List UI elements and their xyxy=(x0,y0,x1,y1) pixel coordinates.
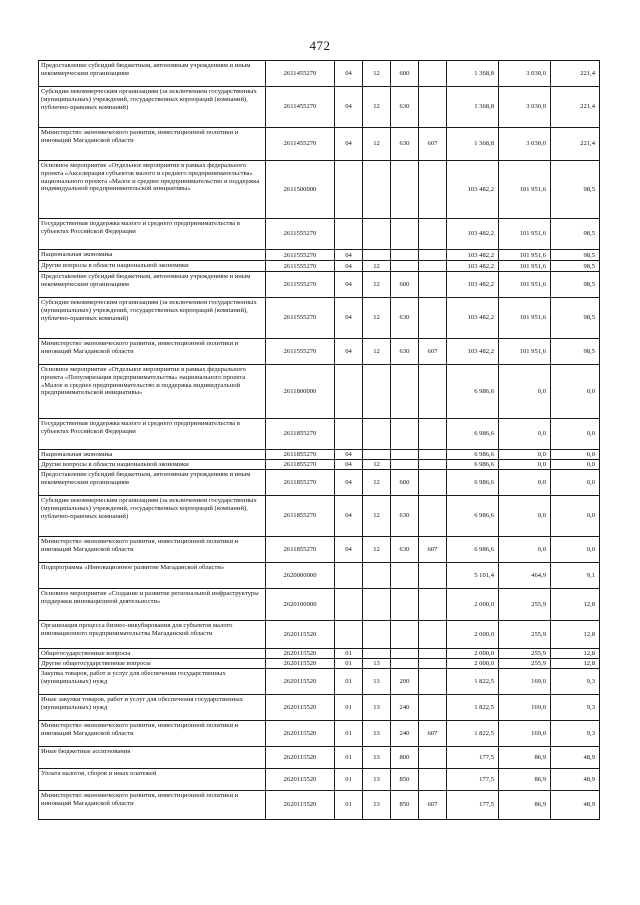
row-name: Иные бюджетные ассигнования xyxy=(39,747,266,769)
row-ministry-code xyxy=(419,695,447,721)
row-section: 04 xyxy=(335,128,363,161)
table-row xyxy=(39,298,600,339)
row-code: 2611455270 xyxy=(266,128,335,161)
row-planned-amount: 103 482,2 xyxy=(447,161,499,219)
row-executed-amount: 101 951,6 xyxy=(499,339,551,365)
row-code: 2611555270 xyxy=(266,272,335,298)
table-row xyxy=(39,747,600,769)
row-ministry-code: 607 xyxy=(419,791,447,820)
row-name: Государственная поддержка малого и среднего предпринимательства в субъектах Российской Федерации xyxy=(39,419,266,450)
table-row xyxy=(39,721,600,747)
table-row xyxy=(39,695,600,721)
row-section: 04 xyxy=(335,298,363,339)
row-name: Иные закупки товаров, работ и услуг для обеспечения государственных (муниципальных) нужд xyxy=(39,695,266,721)
row-name: Другие вопросы в области национальной экономики xyxy=(39,460,266,470)
row-section: 04 xyxy=(335,496,363,537)
row-executed-amount: 101 951,6 xyxy=(499,219,551,250)
row-planned-amount: 1 822,5 xyxy=(447,695,499,721)
row-execution-percent: 12,8 xyxy=(551,659,600,669)
row-name: Национальная экономика xyxy=(39,250,266,261)
row-code: 2611555270 xyxy=(266,219,335,250)
row-execution-percent: 221,4 xyxy=(551,61,600,87)
row-ministry-code xyxy=(419,250,447,261)
row-executed-amount: 101 951,6 xyxy=(499,250,551,261)
row-executed-amount: 0,0 xyxy=(499,450,551,460)
row-expense-type: 630 xyxy=(391,496,419,537)
row-execution-percent: 98,5 xyxy=(551,161,600,219)
row-code: 2620115520 xyxy=(266,769,335,791)
row-execution-percent: 9,3 xyxy=(551,721,600,747)
row-planned-amount: 177,5 xyxy=(447,747,499,769)
table-row xyxy=(39,87,600,128)
row-subsection: 12 xyxy=(363,272,391,298)
row-subsection: 13 xyxy=(363,791,391,820)
row-expense-type xyxy=(391,659,419,669)
row-name: Предоставление субсидий бюджетным, автономным учреждениям и иным некоммерческим организациям xyxy=(39,61,266,87)
row-executed-amount: 3 030,0 xyxy=(499,128,551,161)
row-section xyxy=(335,161,363,219)
row-executed-amount: 169,0 xyxy=(499,669,551,695)
budget-table xyxy=(38,60,600,820)
row-planned-amount: 6 986,6 xyxy=(447,450,499,460)
row-subsection xyxy=(363,161,391,219)
row-name: Министерство экономического развития, инвестиционной политики и инноваций Магаданской области xyxy=(39,128,266,161)
row-execution-percent: 0,0 xyxy=(551,470,600,496)
row-expense-type xyxy=(391,621,419,649)
row-executed-amount: 169,0 xyxy=(499,695,551,721)
row-subsection xyxy=(363,450,391,460)
row-name: Другие общегосударственные вопросы xyxy=(39,659,266,669)
row-code: 2611855270 xyxy=(266,460,335,470)
row-executed-amount: 0,0 xyxy=(499,537,551,563)
row-ministry-code xyxy=(419,161,447,219)
table-row xyxy=(39,791,600,820)
row-executed-amount: 464,9 xyxy=(499,563,551,589)
row-subsection: 13 xyxy=(363,669,391,695)
row-name: Министерство экономического развития, инвестиционной политики и инноваций Магаданской области xyxy=(39,791,266,820)
row-ministry-code xyxy=(419,621,447,649)
row-section: 04 xyxy=(335,537,363,563)
row-planned-amount: 103 482,2 xyxy=(447,219,499,250)
row-planned-amount: 103 482,2 xyxy=(447,272,499,298)
table-body xyxy=(39,61,600,820)
row-execution-percent: 48,9 xyxy=(551,769,600,791)
row-section: 01 xyxy=(335,769,363,791)
row-ministry-code xyxy=(419,747,447,769)
row-expense-type: 630 xyxy=(391,537,419,563)
row-ministry-code: 607 xyxy=(419,339,447,365)
table-row xyxy=(39,250,600,261)
row-name: Основное мероприятие «Отдельное мероприятие в рамках федерального проекта «Акселерация субъектов малого и среднего предпринимательства» национального проекта «Малое и среднее предпринимательство и поддержка индивидуальной предпринимательской инициативы» xyxy=(39,161,266,219)
row-planned-amount: 2 000,0 xyxy=(447,649,499,659)
row-code: 2611555270 xyxy=(266,261,335,272)
row-section xyxy=(335,563,363,589)
row-subsection: 12 xyxy=(363,339,391,365)
row-planned-amount: 5 101,4 xyxy=(447,563,499,589)
row-name: Другие вопросы в области национальной экономики xyxy=(39,261,266,272)
row-subsection: 12 xyxy=(363,496,391,537)
row-expense-type: 630 xyxy=(391,298,419,339)
row-planned-amount: 103 482,2 xyxy=(447,298,499,339)
row-planned-amount: 1 822,5 xyxy=(447,669,499,695)
row-subsection: 13 xyxy=(363,747,391,769)
row-planned-amount: 1 368,8 xyxy=(447,61,499,87)
row-code: 2620115520 xyxy=(266,669,335,695)
row-subsection xyxy=(363,419,391,450)
row-subsection: 13 xyxy=(363,769,391,791)
row-executed-amount: 3 030,0 xyxy=(499,61,551,87)
row-execution-percent: 48,9 xyxy=(551,747,600,769)
row-subsection xyxy=(363,365,391,419)
row-execution-percent: 12,8 xyxy=(551,649,600,659)
table-row xyxy=(39,450,600,460)
row-subsection: 13 xyxy=(363,721,391,747)
row-section: 04 xyxy=(335,339,363,365)
row-planned-amount: 6 986,6 xyxy=(447,470,499,496)
row-name: Субсидии некоммерческим организациям (за исключением государственных (муниципальных) учреждений, государственных корпораций (компаний), публично-правовых компаний) xyxy=(39,496,266,537)
row-code: 2620115520 xyxy=(266,649,335,659)
row-ministry-code xyxy=(419,419,447,450)
row-section xyxy=(335,589,363,621)
row-code: 2620115520 xyxy=(266,721,335,747)
row-execution-percent: 98,5 xyxy=(551,298,600,339)
row-execution-percent: 9,3 xyxy=(551,695,600,721)
row-name: Подпрограмма «Инновационное развитие Магаданской области» xyxy=(39,563,266,589)
row-planned-amount: 103 482,2 xyxy=(447,250,499,261)
row-code: 2620115520 xyxy=(266,695,335,721)
row-code: 2611800000 xyxy=(266,365,335,419)
row-code: 2611455270 xyxy=(266,87,335,128)
row-ministry-code xyxy=(419,496,447,537)
row-execution-percent: 221,4 xyxy=(551,87,600,128)
row-expense-type: 200 xyxy=(391,669,419,695)
row-section: 01 xyxy=(335,649,363,659)
row-ministry-code xyxy=(419,470,447,496)
row-ministry-code: 607 xyxy=(419,128,447,161)
row-expense-type xyxy=(391,261,419,272)
row-expense-type xyxy=(391,460,419,470)
row-planned-amount: 103 482,2 xyxy=(447,339,499,365)
row-executed-amount: 101 951,6 xyxy=(499,161,551,219)
row-executed-amount: 101 951,6 xyxy=(499,261,551,272)
row-expense-type: 630 xyxy=(391,339,419,365)
row-ministry-code: 607 xyxy=(419,537,447,563)
row-name: Субсидии некоммерческим организациям (за исключением государственных (муниципальных) учреждений, государственных корпораций (компаний), публично-правовых компаний) xyxy=(39,298,266,339)
row-section xyxy=(335,219,363,250)
table-row xyxy=(39,419,600,450)
row-name: Основное мероприятие «Отдельное мероприятие в рамках федерального проекта «Популяризация предпринимательства» национального проекта «Малое и среднее предпринимательство и поддержка индивидуальной предпринимательской инициативы» xyxy=(39,365,266,419)
row-name: Министерство экономического развития, инвестиционной политики и инноваций Магаданской области xyxy=(39,537,266,563)
row-expense-type xyxy=(391,161,419,219)
row-expense-type: 240 xyxy=(391,721,419,747)
row-subsection: 12 xyxy=(363,261,391,272)
row-ministry-code xyxy=(419,649,447,659)
row-section: 04 xyxy=(335,450,363,460)
table-row xyxy=(39,61,600,87)
row-section: 01 xyxy=(335,721,363,747)
table-row xyxy=(39,128,600,161)
row-executed-amount: 86,9 xyxy=(499,791,551,820)
row-section: 01 xyxy=(335,669,363,695)
row-ministry-code xyxy=(419,298,447,339)
row-subsection xyxy=(363,589,391,621)
row-executed-amount: 101 951,6 xyxy=(499,298,551,339)
row-subsection: 12 xyxy=(363,61,391,87)
row-executed-amount: 255,9 xyxy=(499,621,551,649)
row-code: 2620115520 xyxy=(266,659,335,669)
table-row xyxy=(39,669,600,695)
row-ministry-code xyxy=(419,669,447,695)
row-expense-type: 630 xyxy=(391,87,419,128)
table-row xyxy=(39,537,600,563)
row-section xyxy=(335,419,363,450)
row-executed-amount: 0,0 xyxy=(499,460,551,470)
row-execution-percent: 9,3 xyxy=(551,669,600,695)
row-subsection: 13 xyxy=(363,695,391,721)
table-row xyxy=(39,365,600,419)
row-executed-amount: 0,0 xyxy=(499,470,551,496)
row-execution-percent: 0,0 xyxy=(551,450,600,460)
row-expense-type: 850 xyxy=(391,769,419,791)
row-section xyxy=(335,621,363,649)
row-executed-amount: 255,9 xyxy=(499,649,551,659)
row-planned-amount: 2 000,0 xyxy=(447,621,499,649)
table-row xyxy=(39,589,600,621)
row-subsection: 12 xyxy=(363,460,391,470)
row-subsection xyxy=(363,563,391,589)
row-planned-amount: 1 368,8 xyxy=(447,87,499,128)
row-subsection: 12 xyxy=(363,87,391,128)
table-row xyxy=(39,219,600,250)
row-name: Закупка товаров, работ и услуг для обеспечения государственных (муниципальных) нужд xyxy=(39,669,266,695)
row-planned-amount: 2 000,0 xyxy=(447,589,499,621)
row-code: 2611855270 xyxy=(266,450,335,460)
row-code: 2620115520 xyxy=(266,621,335,649)
row-executed-amount: 101 951,6 xyxy=(499,272,551,298)
row-execution-percent: 0,0 xyxy=(551,537,600,563)
table-row xyxy=(39,496,600,537)
row-ministry-code: 607 xyxy=(419,721,447,747)
row-name: Министерство экономического развития, инвестиционной политики и инноваций Магаданской области xyxy=(39,339,266,365)
row-expense-type: 850 xyxy=(391,791,419,820)
row-subsection xyxy=(363,649,391,659)
row-code: 2620000000 xyxy=(266,563,335,589)
row-ministry-code xyxy=(419,659,447,669)
row-execution-percent: 0,0 xyxy=(551,419,600,450)
row-code: 2611555270 xyxy=(266,250,335,261)
row-expense-type: 600 xyxy=(391,272,419,298)
row-code: 2620100000 xyxy=(266,589,335,621)
row-expense-type xyxy=(391,219,419,250)
row-planned-amount: 6 986,6 xyxy=(447,496,499,537)
table-row xyxy=(39,339,600,365)
row-execution-percent: 221,4 xyxy=(551,128,600,161)
row-subsection xyxy=(363,621,391,649)
row-execution-percent: 98,5 xyxy=(551,272,600,298)
row-execution-percent: 98,5 xyxy=(551,261,600,272)
row-section: 01 xyxy=(335,791,363,820)
row-expense-type: 630 xyxy=(391,128,419,161)
row-ministry-code xyxy=(419,87,447,128)
row-code: 2611855270 xyxy=(266,419,335,450)
row-expense-type xyxy=(391,365,419,419)
row-planned-amount: 6 986,6 xyxy=(447,460,499,470)
page-number: 472 xyxy=(309,38,331,53)
table-row xyxy=(39,161,600,219)
row-name: Государственная поддержка малого и среднего предпринимательства в субъектах Российской Федерации xyxy=(39,219,266,250)
row-name: Предоставление субсидий бюджетным, автономным учреждениям и иным некоммерческим организациям xyxy=(39,470,266,496)
row-execution-percent: 12,8 xyxy=(551,621,600,649)
row-ministry-code xyxy=(419,219,447,250)
row-name: Министерство экономического развития, инвестиционной политики и инноваций Магаданской области xyxy=(39,721,266,747)
row-expense-type xyxy=(391,419,419,450)
row-executed-amount: 0,0 xyxy=(499,419,551,450)
row-name: Уплата налогов, сборов и иных платежей xyxy=(39,769,266,791)
row-expense-type: 800 xyxy=(391,747,419,769)
row-code: 2611500000 xyxy=(266,161,335,219)
row-executed-amount: 0,0 xyxy=(499,496,551,537)
row-section xyxy=(335,365,363,419)
row-execution-percent: 98,5 xyxy=(551,250,600,261)
row-section: 01 xyxy=(335,747,363,769)
row-planned-amount: 6 986,6 xyxy=(447,419,499,450)
row-planned-amount: 1 822,5 xyxy=(447,721,499,747)
row-name: Субсидии некоммерческим организациям (за исключением государственных (муниципальных) учреждений, государственных корпораций (компаний), публично-правовых компаний) xyxy=(39,87,266,128)
row-subsection: 12 xyxy=(363,298,391,339)
table-row xyxy=(39,460,600,470)
row-expense-type: 600 xyxy=(391,61,419,87)
row-name: Основное мероприятие «Создание и развитие региональной инфраструктуры поддержки инновационной деятельности» xyxy=(39,589,266,621)
row-subsection: 12 xyxy=(363,128,391,161)
row-name: Общегосударственные вопросы xyxy=(39,649,266,659)
row-section: 04 xyxy=(335,261,363,272)
row-planned-amount: 103 482,2 xyxy=(447,261,499,272)
table-row xyxy=(39,261,600,272)
row-planned-amount: 6 986,6 xyxy=(447,365,499,419)
row-execution-percent: 0,0 xyxy=(551,460,600,470)
row-ministry-code xyxy=(419,460,447,470)
row-executed-amount: 255,9 xyxy=(499,659,551,669)
row-section: 04 xyxy=(335,250,363,261)
row-ministry-code xyxy=(419,272,447,298)
row-expense-type xyxy=(391,250,419,261)
row-section: 01 xyxy=(335,659,363,669)
row-executed-amount: 86,9 xyxy=(499,747,551,769)
row-code: 2611855270 xyxy=(266,537,335,563)
row-expense-type xyxy=(391,563,419,589)
row-subsection: 12 xyxy=(363,537,391,563)
row-expense-type: 240 xyxy=(391,695,419,721)
row-expense-type: 600 xyxy=(391,470,419,496)
row-executed-amount: 3 030,0 xyxy=(499,87,551,128)
row-planned-amount: 177,5 xyxy=(447,791,499,820)
row-code: 2611455270 xyxy=(266,61,335,87)
row-name: Организация процесса бизнес-инкубирования для субъектов малого инновационного предпринимательства Магаданской области xyxy=(39,621,266,649)
row-code: 2611855270 xyxy=(266,496,335,537)
row-code: 2611855270 xyxy=(266,470,335,496)
row-expense-type xyxy=(391,589,419,621)
row-section: 04 xyxy=(335,272,363,298)
table-row xyxy=(39,769,600,791)
row-subsection: 12 xyxy=(363,470,391,496)
row-subsection: 13 xyxy=(363,659,391,669)
row-execution-percent: 98,5 xyxy=(551,219,600,250)
row-planned-amount: 6 986,6 xyxy=(447,537,499,563)
row-execution-percent: 98,5 xyxy=(551,339,600,365)
row-execution-percent: 0,0 xyxy=(551,365,600,419)
row-code: 2620115520 xyxy=(266,791,335,820)
row-subsection xyxy=(363,250,391,261)
row-ministry-code xyxy=(419,589,447,621)
row-section: 04 xyxy=(335,460,363,470)
row-section: 04 xyxy=(335,61,363,87)
row-expense-type xyxy=(391,450,419,460)
table-row xyxy=(39,621,600,649)
row-planned-amount: 177,5 xyxy=(447,769,499,791)
row-subsection xyxy=(363,219,391,250)
row-ministry-code xyxy=(419,769,447,791)
row-name: Предоставление субсидий бюджетным, автономным учреждениям и иным некоммерческим организациям xyxy=(39,272,266,298)
row-execution-percent: 12,8 xyxy=(551,589,600,621)
row-expense-type xyxy=(391,649,419,659)
row-ministry-code xyxy=(419,261,447,272)
row-code: 2620115520 xyxy=(266,747,335,769)
row-planned-amount: 1 368,8 xyxy=(447,128,499,161)
table-row xyxy=(39,272,600,298)
row-executed-amount: 169,0 xyxy=(499,721,551,747)
row-executed-amount: 0,0 xyxy=(499,365,551,419)
row-section: 01 xyxy=(335,695,363,721)
row-planned-amount: 2 000,0 xyxy=(447,659,499,669)
row-section: 04 xyxy=(335,87,363,128)
row-execution-percent: 0,0 xyxy=(551,496,600,537)
table-row xyxy=(39,649,600,659)
row-ministry-code xyxy=(419,365,447,419)
row-name: Национальная экономика xyxy=(39,450,266,460)
row-ministry-code xyxy=(419,563,447,589)
table-row xyxy=(39,563,600,589)
row-code: 2611555270 xyxy=(266,298,335,339)
row-ministry-code xyxy=(419,450,447,460)
row-execution-percent: 48,9 xyxy=(551,791,600,820)
row-ministry-code xyxy=(419,61,447,87)
table-row xyxy=(39,470,600,496)
table-row xyxy=(39,659,600,669)
row-executed-amount: 255,9 xyxy=(499,589,551,621)
row-executed-amount: 86,9 xyxy=(499,769,551,791)
row-code: 2611555270 xyxy=(266,339,335,365)
row-section: 04 xyxy=(335,470,363,496)
row-execution-percent: 9,1 xyxy=(551,563,600,589)
